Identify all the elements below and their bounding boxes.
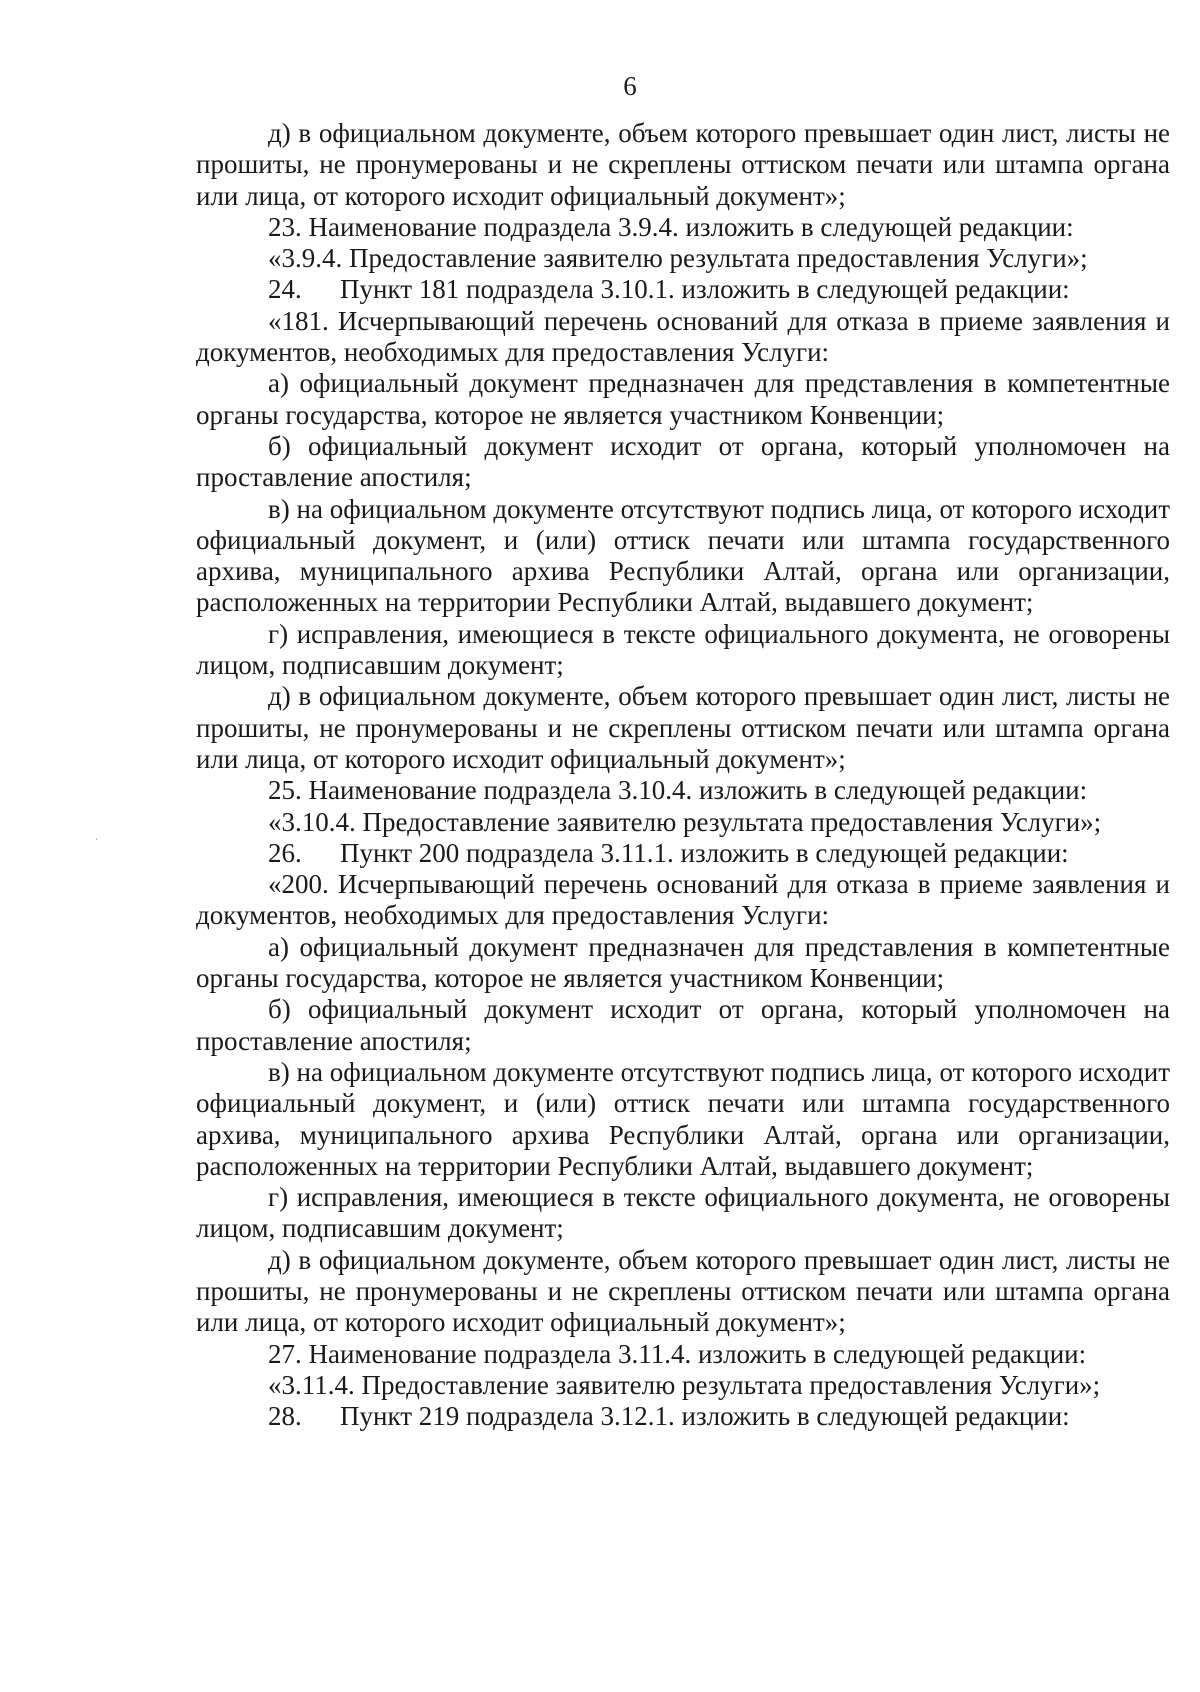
paragraph: «3.10.4. Предоставление заявителю результата предоставления Услуги»; xyxy=(268,806,1102,837)
paragraph: б) официальный документ исходит от органа, который уполномочен на проставление апостиля; xyxy=(196,430,1170,493)
numbered-paragraph xyxy=(196,838,1170,869)
paragraph: д) в официальном документе, объем которого превышает один лист, листы не прошиты, не пронумерованы и не скреплены оттиском печати или штампа органа или лица, от которого исходит официальный документ»; xyxy=(196,118,1170,211)
scan-mark xyxy=(96,838,97,840)
paragraph: г) исправления, имеющиеся в тексте официального документа, не оговорены лицом, подписавшим документ; xyxy=(196,1182,1170,1244)
paragraph: 23. Наименование подраздела 3.9.4. изложить в следующей редакции: xyxy=(268,211,1074,242)
paragraph: д) в официальном документе, объем которого превышает один лист, листы не прошиты, не пронумерованы и не скреплены оттиском печати или штампа органа или лица, от которого исходит официальный документ»; xyxy=(196,1244,1170,1338)
numbered-paragraph xyxy=(196,274,1170,305)
paragraph: а) официальный документ предназначен для представления в компетентные органы государства, которое не является участником Конвенции; xyxy=(196,931,1170,994)
paragraph: «181. Исчерпывающий перечень оснований для отказа в приеме заявления и документов, необходимых для предоставления Услуги: xyxy=(196,305,1170,368)
paragraph: д) в официальном документе, объем которого превышает один лист, листы не прошиты, не пронумерованы и не скреплены оттиском печати или штампа органа или лица, от которого исходит официальный документ»; xyxy=(196,681,1170,774)
item-number: 28. xyxy=(268,1401,302,1432)
paragraph: 25. Наименование подраздела 3.10.4. изложить в следующей редакции: xyxy=(268,775,1088,806)
item-text: Пункт 200 подраздела 3.11.1. изложить в следующей редакции: xyxy=(340,837,1069,868)
page-number: 6 xyxy=(623,71,637,101)
paragraph: «3.11.4. Предоставление заявителю результата предоставления Услуги»; xyxy=(268,1369,1101,1400)
paragraph: г) исправления, имеющиеся в тексте официального документа, не оговорены лицом, подписавшим документ; xyxy=(196,618,1170,681)
document-body xyxy=(196,118,1170,1432)
item-number: 26. xyxy=(268,837,302,868)
item-number: 24. xyxy=(268,274,302,305)
paragraph: в) на официальном документе отсутствуют подпись лица, от которого исходит официальный документ, и (или) оттиск печати или штампа государственного архива, муниципального архива Республики Алтай, органа или организации, расположенных на территории Республики Алтай, выдавшего документ; xyxy=(196,493,1170,618)
item-text: Пункт 219 подраздела 3.12.1. изложить в следующей редакции: xyxy=(340,1401,1070,1432)
paragraph: 27. Наименование подраздела 3.11.4. изложить в следующей редакции: xyxy=(268,1338,1087,1369)
paragraph: б) официальный документ исходит от органа, который уполномочен на проставление апостиля; xyxy=(196,994,1170,1056)
paragraph: а) официальный документ предназначен для представления в компетентные органы государства, которое не является участником Конвенции; xyxy=(196,368,1170,430)
paragraph: в) на официальном документе отсутствуют подпись лица, от которого исходит официальный документ, и (или) оттиск печати или штампа государственного архива, муниципального архива Республики Алтай, органа или организации, расположенных на территории Республики Алтай, выдавшего документ; xyxy=(196,1056,1170,1181)
paragraph: «3.9.4. Предоставление заявителю результата предоставления Услуги»; xyxy=(268,243,1088,274)
numbered-paragraph xyxy=(196,1401,1170,1432)
item-text: Пункт 181 подраздела 3.10.1. изложить в следующей редакции: xyxy=(340,274,1070,305)
paragraph: «200. Исчерпывающий перечень оснований для отказа в приеме заявления и документов, необходимых для предоставления Услуги: xyxy=(196,869,1170,931)
